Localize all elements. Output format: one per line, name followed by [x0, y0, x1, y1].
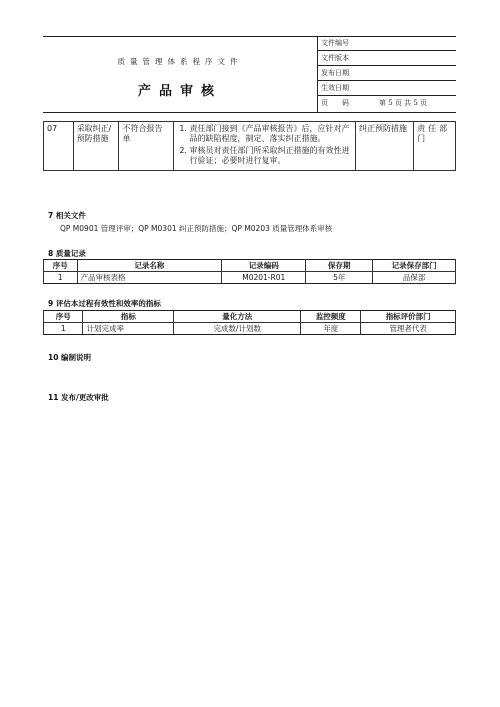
table-cell: 完成数/计划数	[174, 323, 301, 335]
release-date-label: 发布日期	[317, 66, 456, 81]
process-row	[44, 122, 456, 171]
related-docs-text: QP M0901 管理评审；QP M0301 纠正预防措施；QP M0203 质量管理体系审核	[60, 224, 333, 233]
table-cell: 计划完成率	[83, 323, 174, 335]
process-responsible: 责任部门	[414, 122, 456, 171]
section-records-title: 8 质量记录	[48, 249, 86, 258]
column-header: 指标评价部门	[361, 311, 456, 323]
process-activity: 采取纠正/预防措施	[73, 122, 119, 171]
process-step: 2. 审核员对责任部门所采取纠正措施的有效性进行验证；必要时进行复审。	[190, 146, 353, 166]
process-input: 不符合报告单	[119, 122, 173, 171]
section-related-docs-title: 7 相关文件	[48, 211, 86, 220]
page-label: 页 码	[321, 99, 349, 107]
section-indicators-title: 9 评估本过程有效性和效率的指标	[48, 299, 161, 308]
table-cell: 1	[44, 323, 83, 335]
column-header: 指标	[83, 311, 174, 323]
doc-version-label: 文件版本	[317, 51, 456, 66]
document-series: 质量管理体系程序文件	[117, 57, 243, 66]
table-header-row	[44, 260, 456, 272]
column-header: 记录名称	[77, 260, 222, 272]
process-steps	[173, 122, 356, 171]
column-header: 量化方法	[174, 311, 301, 323]
section-notes-title: 10 编制说明	[48, 353, 92, 362]
table-row	[44, 272, 456, 284]
column-header: 记录保存部门	[373, 260, 456, 272]
column-header: 序号	[44, 260, 78, 272]
document-title: 产品审核	[137, 84, 222, 99]
effective-date-label: 生效日期	[317, 81, 456, 96]
header-bottom-rule	[43, 112, 456, 113]
table-header-row	[44, 311, 456, 323]
table-cell: 管理者代表	[361, 323, 456, 335]
page-info: 第 5 页 共 5 页	[379, 99, 428, 107]
process-table	[43, 121, 456, 171]
table-cell: M0201-R01	[222, 272, 306, 284]
indicators-table	[43, 310, 456, 335]
table-cell: 产品审核表格	[77, 272, 222, 284]
table-cell: 5年	[306, 272, 373, 284]
page-info-row	[317, 96, 456, 112]
process-output: 纠正预防措施	[356, 122, 414, 171]
process-step: 1. 责任部门接到《产品审核报告》后，应针对产品的缺陷程度，制定、落实纠正措施。	[190, 124, 353, 144]
table-row	[44, 323, 456, 335]
column-header: 监控频度	[301, 311, 361, 323]
process-number: 07	[44, 122, 74, 171]
column-header: 记录编码	[222, 260, 306, 272]
doc-number-label: 文件编号	[317, 36, 456, 51]
records-table	[43, 259, 456, 284]
table-cell: 1	[44, 272, 78, 284]
section-revision-title: 11 发布/更改审批	[48, 393, 109, 402]
table-cell: 年度	[301, 323, 361, 335]
table-cell: 品保部	[373, 272, 456, 284]
column-header: 序号	[44, 311, 83, 323]
column-header: 保存期	[306, 260, 373, 272]
